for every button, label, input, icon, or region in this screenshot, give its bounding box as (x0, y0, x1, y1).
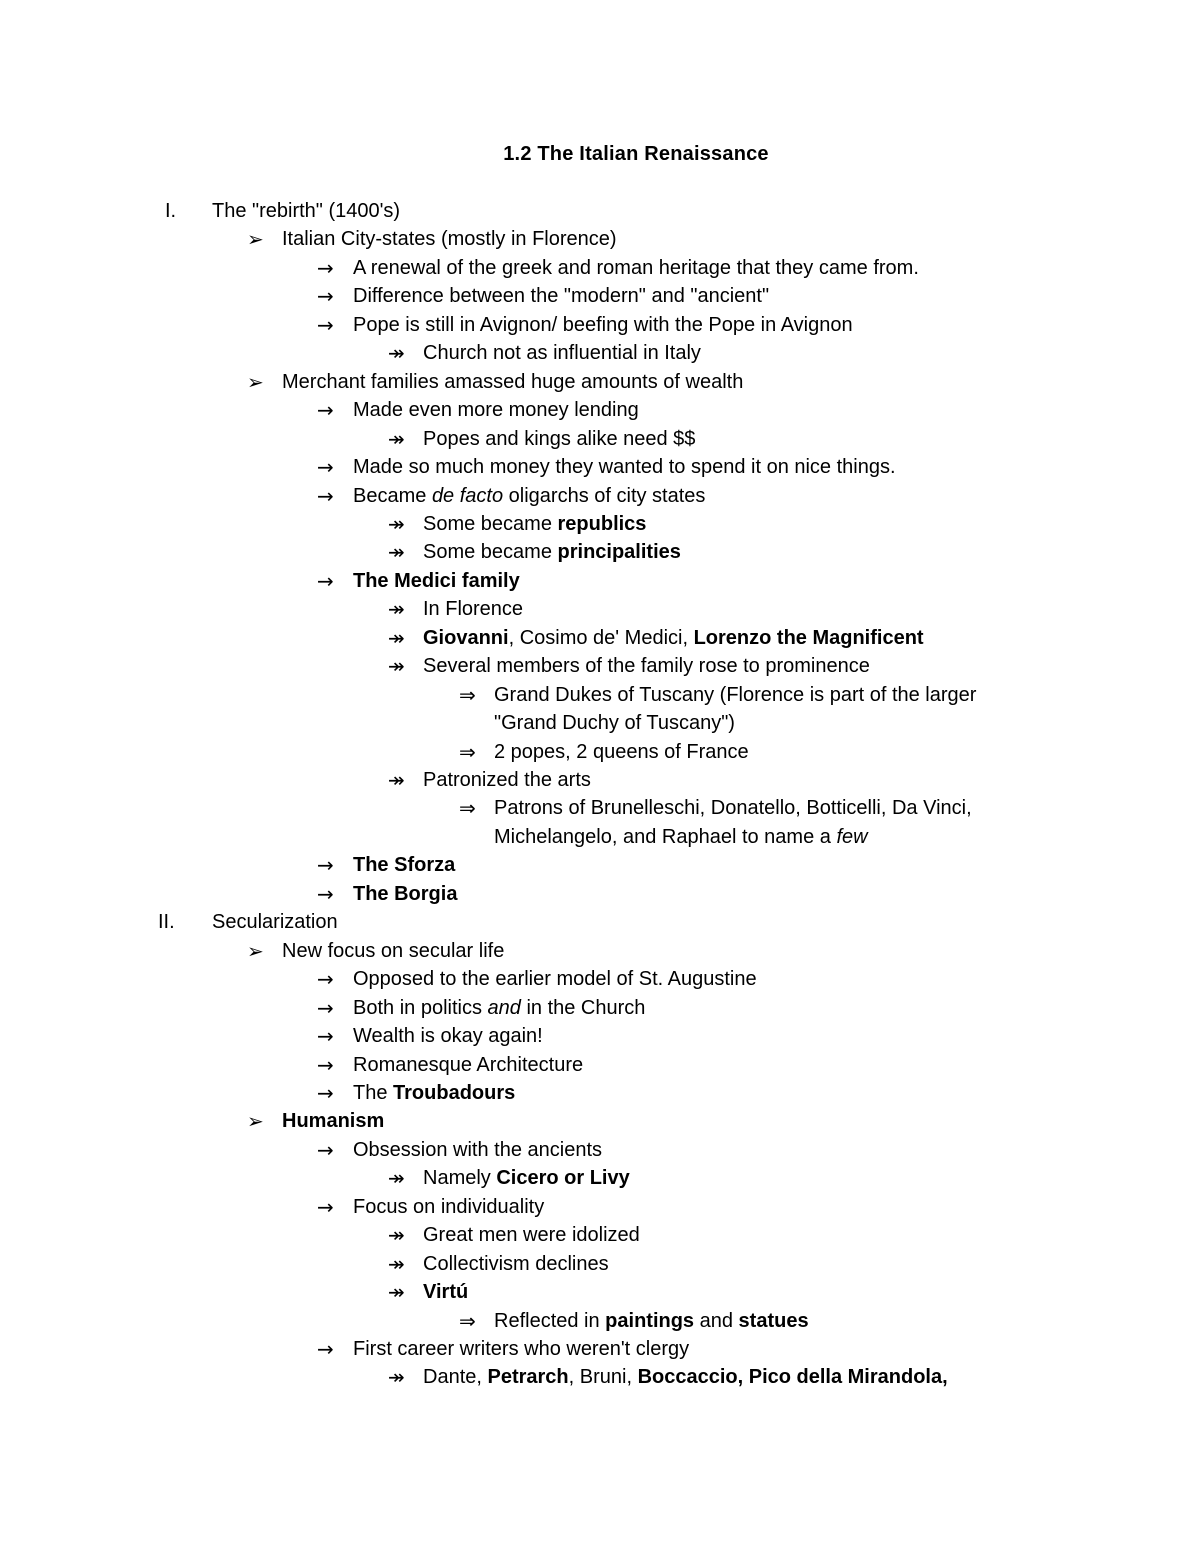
bold-text: Giovanni (423, 626, 509, 649)
outline-item-level-3 (353, 1051, 583, 1079)
text-segment: New focus on secular life (282, 939, 505, 962)
text-segment: Wealth is okay again! (353, 1025, 543, 1048)
text-segment: Collectivism declines (423, 1252, 609, 1275)
bullet-level-3-icon: → (317, 284, 334, 309)
outline-item-level-1 (212, 197, 400, 225)
bullet-level-3-icon: → (317, 1024, 334, 1049)
text-segment: Popes and kings alike need $$ (423, 427, 696, 450)
bullet-level-3-icon: → (317, 312, 334, 337)
bullet-level-3-icon: → (317, 853, 334, 878)
bullet-level-4-icon: ↠ (388, 597, 405, 622)
outline-item-level-4 (423, 1164, 630, 1192)
text-segment: Focus on individuality (353, 1195, 545, 1218)
outline-item-level-2 (282, 368, 743, 396)
bold-text: The Medici family (353, 569, 520, 592)
outline-item-level-3 (353, 254, 919, 282)
bullet-level-3-icon: → (317, 455, 334, 480)
bullet-level-3-icon: → (317, 483, 334, 508)
outline-item-level-4 (423, 339, 701, 367)
outline-item-level-3 (353, 880, 457, 908)
text-segment: Italian City-states (mostly in Florence) (282, 228, 617, 251)
text-segment: The "rebirth" (1400's) (212, 200, 401, 222)
bold-text: Lorenzo the Magnificent (693, 626, 924, 649)
text-segment: oligarchs of city states (503, 484, 706, 507)
text-segment: in the Church (520, 996, 646, 1019)
text-segment: Both in politics (353, 996, 488, 1019)
outline-item-level-4 (423, 595, 523, 623)
text-segment: Opposed to the earlier model of St. Augustine (353, 968, 757, 991)
bold-text: Petrarch (487, 1366, 569, 1389)
italic-text: and (487, 996, 521, 1019)
text-segment: Secularization (212, 911, 338, 934)
text-segment: Made so much money they wanted to spend it on nice things. (353, 456, 896, 479)
bullet-level-3-icon: → (317, 398, 334, 423)
outline-item-level-3 (353, 851, 455, 879)
document-title: 1.2 The Italian Renaissance (503, 143, 769, 165)
italic-text: few (836, 825, 868, 848)
text-segment: In Florence (423, 598, 524, 621)
text-segment: , Cosimo de' Medici, (508, 626, 694, 649)
outline-item-level-4 (423, 510, 646, 538)
outline-line-continuation (494, 709, 735, 737)
text-segment: and (694, 1309, 739, 1332)
text-segment: First career writers who weren't clergy (353, 1338, 690, 1360)
text-segment: Michelangelo, and Raphael to name a (494, 825, 837, 848)
text-segment: Obsession with the ancients (353, 1138, 603, 1161)
text-segment: Great men were idolized (423, 1224, 640, 1247)
bullet-level-2-icon: ➢ (247, 227, 264, 252)
outline-line-continuation (494, 823, 868, 851)
bullet-level-4-icon: ↠ (388, 511, 405, 536)
bullet-level-3-icon: → (317, 568, 334, 593)
outline-item-level-3 (353, 1079, 515, 1107)
outline-item-level-3 (353, 453, 896, 481)
bold-text: republics (557, 512, 647, 535)
bullet-level-4-icon: ↠ (388, 1166, 405, 1191)
text-segment: Difference between the "modern" and "ancient" (353, 285, 770, 308)
bullet-level-4-icon: ↠ (388, 426, 405, 451)
outline-item-level-4 (423, 538, 681, 566)
bullet-level-5-icon: ⇒ (459, 796, 476, 821)
bullet-level-2-icon: ➢ (247, 369, 264, 394)
text-segment: Grand Dukes of Tuscany (Florence is part of the larger (494, 683, 977, 706)
bullet-level-5-icon: ⇒ (459, 1308, 476, 1333)
bullet-level-3-icon: → (317, 1137, 334, 1162)
bullet-level-4-icon: ↠ (388, 540, 405, 565)
text-segment: "Grand Duchy of Tuscany") (494, 712, 735, 735)
text-segment: A renewal of the greek and roman heritage that they came from. (353, 256, 919, 279)
outline-item-level-4 (423, 1278, 468, 1306)
bullet-level-2-icon: ➢ (247, 1109, 264, 1134)
text-segment: , Bruni, (568, 1366, 638, 1389)
bold-text: The Sforza (353, 854, 456, 877)
outline-item-level-4 (423, 1250, 609, 1278)
outline-item-level-5 (494, 1307, 809, 1335)
text-segment: Patrons of Brunelleschi, Donatello, Botticelli, Da Vinci, (494, 797, 972, 820)
outline-item-level-4 (423, 1363, 948, 1391)
bold-text: Troubadours (393, 1081, 516, 1104)
outline-item-level-2 (282, 225, 617, 253)
text-segment: Several members of the family rose to prominence (423, 655, 870, 678)
outline-item-level-5 (494, 794, 972, 822)
text-segment: 2 popes, 2 queens of France (494, 740, 749, 763)
text-segment: Made even more money lending (353, 399, 639, 422)
bold-text: The Borgia (353, 882, 458, 905)
text-segment: Romanesque Architecture (353, 1053, 584, 1076)
bullet-level-3-icon: → (317, 881, 334, 906)
bullet-level-4-icon: ↠ (388, 654, 405, 679)
bullet-level-4-icon: ↠ (388, 768, 405, 792)
text-segment: Pope is still in Avignon/ beefing with the Pope in Avignon (353, 313, 853, 336)
roman-numeral-marker: I. (165, 200, 177, 222)
bold-text: principalities (557, 541, 681, 564)
bullet-level-4-icon: ↠ (388, 1223, 405, 1248)
bold-text: paintings (605, 1309, 695, 1332)
bullet-level-4-icon: ↠ (388, 341, 405, 366)
outline-item-level-5 (494, 681, 976, 709)
bullet-level-4-icon: ↠ (388, 1251, 405, 1276)
outline-item-level-3 (353, 567, 520, 595)
text-segment: Some became (423, 541, 558, 564)
bold-text: Virtú (423, 1281, 469, 1304)
bullet-level-3-icon: → (317, 995, 334, 1020)
text-segment: Merchant families amassed huge amounts of wealth (282, 370, 744, 393)
outline-item-level-3 (353, 1193, 544, 1221)
roman-numeral-marker: II. (158, 911, 175, 934)
outline-item-level-2 (282, 937, 504, 965)
bullet-level-3-icon: → (317, 967, 334, 992)
bold-text: Cicero or Livy (496, 1167, 630, 1190)
bold-text: Boccaccio, Pico della Mirandola, (637, 1366, 948, 1389)
bullet-level-5-icon: ⇒ (459, 739, 476, 764)
bullet-level-5-icon: ⇒ (459, 682, 476, 707)
italic-text: de facto (431, 484, 504, 507)
outline-item-level-3 (353, 1335, 689, 1363)
outline-item-level-3 (353, 994, 645, 1022)
bullet-level-4-icon: ↠ (388, 1365, 405, 1390)
text-segment: Some became (423, 512, 558, 535)
bullet-level-3-icon: → (317, 1052, 334, 1077)
outline-item-level-4 (423, 766, 591, 794)
outline-item-level-3 (353, 396, 639, 424)
outline-item-level-4 (423, 652, 870, 680)
outline-item-level-2 (282, 1107, 384, 1135)
bullet-level-4-icon: ↠ (388, 625, 405, 650)
bullet-level-2-icon: ➢ (247, 938, 264, 963)
outline-item-level-5 (494, 738, 749, 766)
outline-item-level-3 (353, 482, 705, 510)
bold-text: statues (738, 1309, 809, 1332)
text-segment: Reflected in (494, 1309, 606, 1332)
bullet-level-3-icon: → (317, 255, 334, 280)
text-segment: The (353, 1081, 394, 1104)
text-segment: Became (353, 484, 432, 507)
outline-item-level-4 (423, 425, 695, 453)
text-segment: Church not as influential in Italy (423, 342, 701, 365)
bullet-level-3-icon: → (317, 1337, 334, 1361)
outline-item-level-3 (353, 282, 769, 310)
bullet-level-4-icon: ↠ (388, 1280, 405, 1305)
bullet-level-3-icon: → (317, 1194, 334, 1219)
outline-item-level-3 (353, 1136, 602, 1164)
outline-item-level-1 (212, 908, 338, 936)
bullet-level-3-icon: → (317, 1080, 334, 1105)
outline-item-level-3 (353, 311, 853, 339)
outline-item-level-3 (353, 965, 757, 993)
text-segment: Dante, (423, 1366, 488, 1389)
bold-text: Humanism (282, 1110, 385, 1133)
outline-item-level-4 (423, 1221, 640, 1249)
outline-item-level-3 (353, 1022, 543, 1050)
outline-item-level-4 (423, 624, 924, 652)
text-segment: Patronized the arts (423, 769, 591, 791)
text-segment: Namely (423, 1167, 497, 1190)
